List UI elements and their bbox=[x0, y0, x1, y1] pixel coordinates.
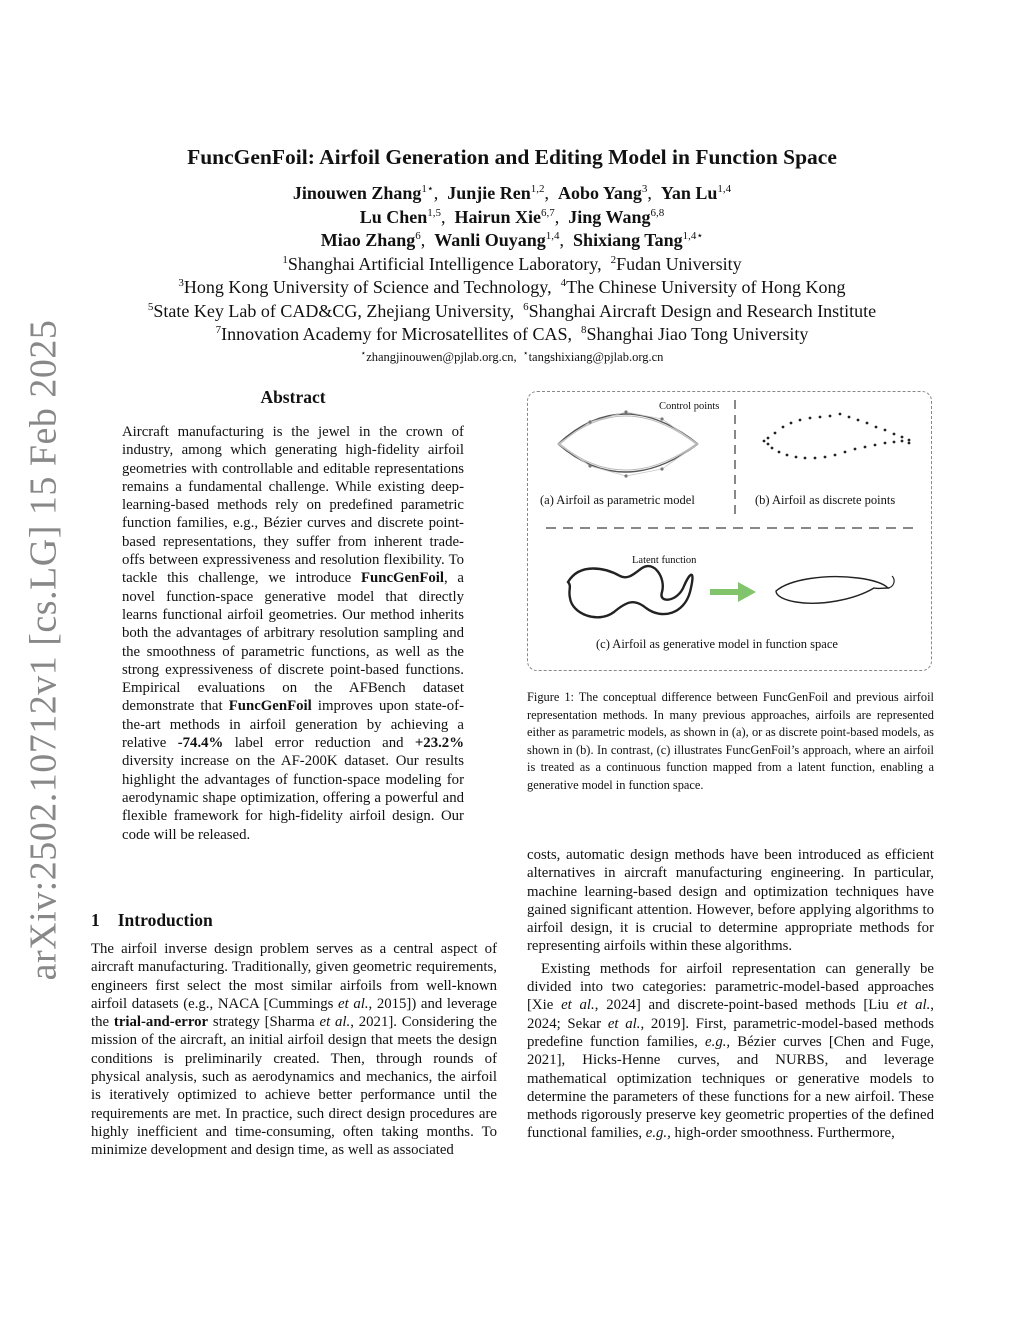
figure-label-b: (b) Airfoil as discrete points bbox=[755, 493, 896, 507]
affiliation-sup: 4 bbox=[560, 277, 567, 289]
author-sup: 1,4 bbox=[717, 183, 732, 195]
paper-title: FuncGenFoil: Airfoil Generation and Editing Model in Function Space bbox=[187, 145, 837, 169]
author-name: Jinouwen Zhang bbox=[292, 183, 422, 203]
body-italic: e.g., bbox=[705, 1033, 731, 1050]
author-sup: 1,4⋆ bbox=[682, 230, 704, 242]
section-heading bbox=[91, 910, 213, 931]
author-name: Hairun Xie bbox=[454, 206, 542, 227]
body-italic: et al. bbox=[607, 1015, 641, 1032]
affiliation-line-4: $^7$Innovation Academy for Microsatellites of CAS, $^8$Shanghai Jiao Tong University bbox=[215, 324, 809, 344]
section-number: 1 bbox=[91, 910, 100, 930]
right-column-body bbox=[527, 846, 934, 1143]
affiliation-sup: 3 bbox=[178, 277, 184, 289]
latent-function-curve bbox=[568, 566, 692, 617]
parametric-airfoil bbox=[558, 410, 698, 477]
latent-function-label: Latent function bbox=[632, 555, 697, 566]
affiliation: Shanghai Jiao Tong University bbox=[586, 324, 809, 344]
affiliation-line-1: $^1$Shanghai Artificial Intelligence Laboratory, $^2$Fudan University bbox=[282, 253, 742, 274]
figure-label-c: (c) Airfoil as generative model in function space bbox=[596, 637, 838, 651]
affiliation: State Key Lab of CAD&CG, Zhejiang University bbox=[153, 300, 510, 321]
affiliation-sup: 2 bbox=[610, 253, 617, 266]
affiliation: Hong Kong University of Science and Technology bbox=[183, 277, 548, 297]
abstract-bold: FuncGenFoil bbox=[360, 570, 444, 587]
control-points-label: Control points bbox=[659, 401, 720, 412]
author-name: Wanli Ouyang bbox=[434, 230, 546, 250]
abstract-span: , a novel function-space generative model that directly learns functional airfoil geometries. Our method inherits both the advantages of arbitrary resolution sampling and the smoothness of parametric functions, as well as the strong expressiveness of discrete point-based functions. Empirical evaluations on the AFBench dataset demonstrate that bbox=[122, 570, 464, 715]
body-span: , 2019]. First, parametric-model-based methods predefine function families, bbox=[527, 1015, 935, 1050]
author-line-2: Lu Chen$^{1,5}$, Hairun Xie$^{6,7}$, Jing Wang$^{6,8}$ bbox=[359, 206, 665, 227]
arxiv-id: arXiv:2502.10712v1 [cs.LG] 15 Feb 2025 bbox=[22, 319, 65, 981]
intro-bold: trial-and-error bbox=[113, 1014, 209, 1031]
email-line: ⋆zhangjinouwen@pjlab.org.cn, ⋆tangshixiang@pjlab.org.cn bbox=[360, 347, 664, 364]
author-line-3: Miao Zhang$^6$, Wanli Ouyang$^{1,4}$, Shixiang Tang$^{1,4⋆}$ bbox=[320, 230, 704, 250]
author-name: Junjie Ren bbox=[447, 183, 531, 203]
abstract-text bbox=[122, 423, 464, 844]
figure-drawing bbox=[528, 392, 933, 672]
affiliation: The Chinese University of Hong Kong bbox=[566, 277, 846, 297]
affiliation-sup: 8 bbox=[581, 324, 587, 336]
author-name: Yan Lu bbox=[660, 183, 718, 203]
author-sup: 1,2 bbox=[530, 183, 545, 195]
author-sup: 1,4 bbox=[545, 230, 560, 242]
author-name: Shixiang Tang bbox=[573, 230, 683, 250]
body-span: , 2024; Sekar bbox=[527, 997, 934, 1032]
arxiv-stamp bbox=[18, 319, 68, 981]
email[interactable]: zhangjinouwen@pjlab.org.cn bbox=[366, 349, 514, 364]
affiliation-sup: 6 bbox=[523, 300, 529, 313]
figure-1 bbox=[527, 391, 932, 671]
body-paragraph bbox=[527, 960, 934, 1143]
affiliation: Shanghai Aircraft Design and Research Institute bbox=[528, 300, 877, 321]
intro-italic: et al. bbox=[338, 995, 369, 1012]
body-span: Existing methods for airfoil representation can generally be divided into two categories: parametric-model-based approaches [Xie bbox=[527, 960, 934, 1014]
affiliation: Fudan University bbox=[616, 253, 742, 274]
abstract-bold: FuncGenFoil bbox=[228, 698, 312, 715]
body-span: , 2024] and discrete-point-based methods [Liu bbox=[594, 997, 897, 1014]
airfoil-trailing-curl bbox=[888, 576, 894, 588]
intro-span: , 2021]. Considering the mission of the aircraft, an initial airfoil design that meets the design conditions is preliminarily created. Then, through rounds of physical analysis, such as aerodynamics and mechanics, the airfoil is iteratively optimized to achieve better performance until the requirements are met. In practice, such direct design procedures are highly inefficient and time-consuming, often taking months. To minimize development and design time, as well as associated bbox=[91, 1014, 497, 1159]
intro-span: , 2015]) and leverage the bbox=[91, 995, 497, 1031]
body-italic: et al. bbox=[561, 997, 595, 1014]
affiliation-sup: 7 bbox=[215, 324, 222, 336]
figure-label-a: (a) Airfoil as parametric model bbox=[540, 493, 695, 507]
author-name: Miao Zhang bbox=[320, 230, 416, 250]
abstract-bold: +23.2% bbox=[414, 735, 464, 752]
email-sup: ⋆ bbox=[522, 347, 529, 358]
body-paragraph: costs, automatic design methods have been introduced as efficient alternatives in aircraft manufacturing engineering. In particular, machine learning-based design and optimization techniques have gained significant attention. However, before applying algorithms to airfoil design, it is crucial to determine appropriate methods for representing airfoils within these algorithms. bbox=[527, 847, 934, 955]
author-name: Aobo Yang bbox=[558, 183, 642, 203]
intro-span: strategy [Sharma bbox=[208, 1014, 320, 1031]
abstract-heading: Abstract bbox=[260, 387, 326, 407]
green-arrow bbox=[710, 582, 756, 602]
abstract-span: Aircraft manufacturing is the jewel in the crown of industry, among which generating high-fidelity airfoil geometries with controllable and editable representations remains a fundamental challenge. While existing deep-learning-based methods rely on predefined parametric function families, e.g., Bézier curves and discrete point-based representations, they suffer from inherent trade-offs between expressiveness and resolution flexibility. To tackle this challenge, we introduce bbox=[122, 424, 464, 587]
author-sup: 1⋆ bbox=[421, 183, 434, 195]
author-name: Jing Wang bbox=[568, 206, 651, 227]
affiliation-sup: 5 bbox=[147, 300, 154, 313]
author-sup: 6,7 bbox=[541, 206, 555, 219]
author-block bbox=[90, 182, 934, 367]
affiliation: Shanghai Artificial Intelligence Laboratory bbox=[287, 253, 598, 274]
figure-caption: Figure 1: The conceptual difference between FuncGenFoil and previous airfoil representation methods. In many previous approaches, airfoils are represented either as parametric models, as shown in (a), or as discrete point-based models, as shown in (b). In contrast, (c) illustrates FuncGenFoil’s approach, where an airfoil is treated as a continuous function mapped from a latent function, enabling a generative model in function space. bbox=[527, 690, 934, 792]
email[interactable]: tangshixiang@pjlab.org.cn bbox=[528, 349, 664, 364]
body-italic: et al. bbox=[896, 997, 931, 1014]
author-sup: 1,5 bbox=[427, 206, 442, 219]
body-span: Bézier curves [Chen and Fuge, 2021], Hicks-Henne curves, and NURBS, and leverage mathematical optimization techniques or generative models to determine the parameters of these functions for a new airfoil. These methods rigorously preserve key geometric properties of the defined functional families, bbox=[527, 1033, 935, 1142]
body-italic: e.g., bbox=[645, 1125, 671, 1142]
abstract-bold: -74.4% bbox=[177, 735, 224, 752]
intro-span: The airfoil inverse design problem serves as a central aspect of aircraft manufacturing. Traditionally, given geometric requirements, engineers first select the most similar airfoils from well-known airfoil datasets (e.g., NACA [Cummings bbox=[91, 941, 497, 1012]
author-sup: 6,8 bbox=[650, 206, 665, 219]
abstract-span: diversity increase on the AF-200K dataset. Our results highlight the advantages of function-space modeling for aerodynamic shape optimization, offering a powerful and flexible framework for high-fidelity airfoil design. Our code will be released. bbox=[122, 753, 464, 843]
author-name: Lu Chen bbox=[359, 206, 428, 227]
abstract-span: label error reduction and bbox=[223, 735, 415, 752]
generated-airfoil bbox=[776, 577, 888, 604]
body-span: high-order smoothness. Furthermore, bbox=[670, 1125, 895, 1142]
author-sup: 6 bbox=[415, 230, 421, 242]
discrete-points bbox=[763, 413, 911, 460]
intro-paragraph bbox=[91, 940, 497, 1160]
section-title: Introduction bbox=[117, 910, 213, 930]
affiliation-line-2: $^3$Hong Kong University of Science and Technology, $^4$The Chinese University of Hong Kong bbox=[178, 277, 846, 297]
affiliation-line-3: $^5$State Key Lab of CAD&CG, Zhejiang University, $^6$Shanghai Aircraft Design and Research Institute bbox=[147, 300, 877, 321]
affiliation-sup: 1 bbox=[282, 253, 288, 266]
author-sup: 3 bbox=[641, 183, 648, 195]
abstract-span: improves upon state-of-the-art methods in airfoil generation by achieving a relative bbox=[122, 698, 464, 752]
email-sup: ⋆ bbox=[360, 347, 367, 358]
affiliation: Innovation Academy for Microsatellites of CAS bbox=[221, 324, 568, 344]
intro-italic: et al. bbox=[319, 1014, 351, 1031]
author-line-1: Jinouwen Zhang$^{1⋆}$, Junjie Ren$^{1,2}$, Aobo Yang$^3$, Yan Lu$^{1,4}$ bbox=[292, 183, 732, 203]
